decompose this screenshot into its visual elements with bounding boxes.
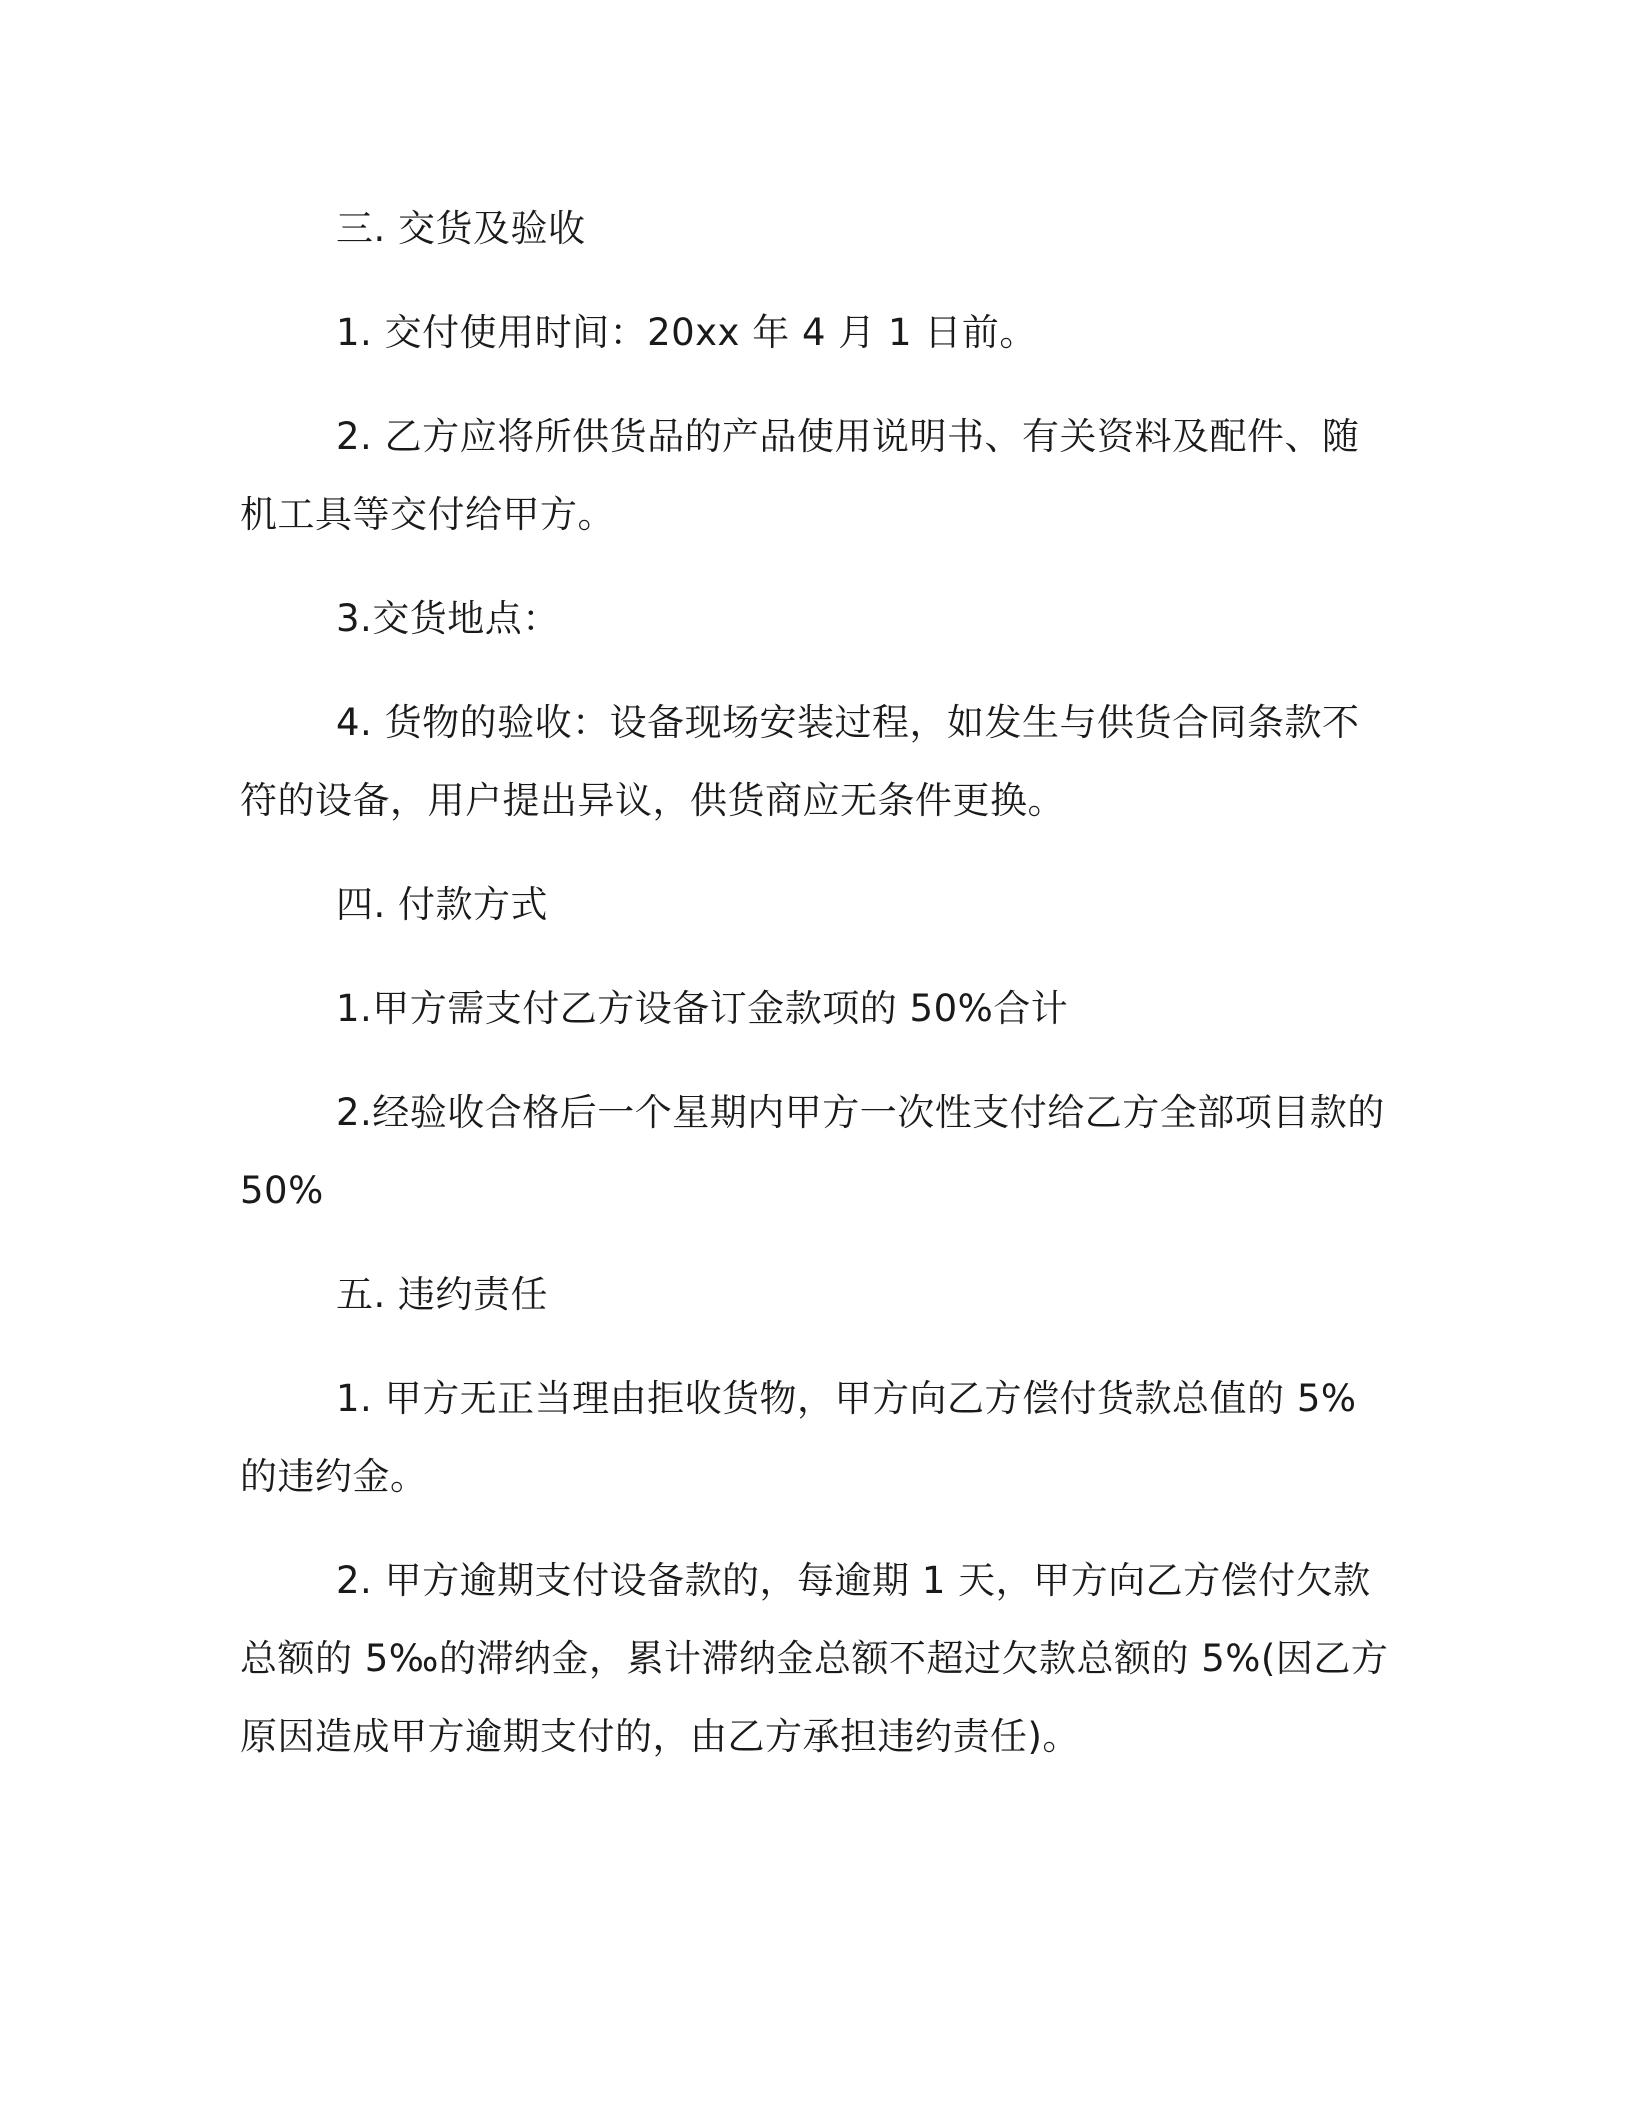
document-body (240, 190, 1390, 1776)
clause-final-payment: 2.经验收合格后一个星期内甲方一次性支付给乙方全部项目款的 50% (240, 1091, 1385, 1212)
section-heading-delivery: 三. 交货及验收 (336, 207, 586, 250)
clause-refusal-penalty: 1. 甲方无正当理由拒收货物，甲方向乙方偿付货款总值的 5%的违约金。 (240, 1377, 1357, 1498)
section-heading-payment: 四. 付款方式 (336, 883, 549, 926)
clause-delivery-location: 3.交货地点： (336, 597, 560, 640)
clause-delivery-time: 1. 交付使用时间：20xx 年 4 月 1 日前。 (336, 311, 1037, 354)
clause-goods-acceptance: 4. 货物的验收：设备现场安装过程，如发生与供货合同条款不符的设备，用户提出异议，供货商应无条件更换。 (240, 701, 1360, 822)
clause-deposit-payment: 1.甲方需支付乙方设备订金款项的 50%合计 (336, 987, 1069, 1030)
clause-delivery-documents: 2. 乙方应将所供货品的产品使用说明书、有关资料及配件、随机工具等交付给甲方。 (240, 415, 1360, 536)
section-heading-liability: 五. 违约责任 (336, 1273, 549, 1316)
clause-late-payment-penalty: 2. 甲方逾期支付设备款的，每逾期 1 天，甲方向乙方偿付欠款总额的 5‰的滞纳金，累计滞纳金总额不超过欠款总额的 5%(因乙方原因造成甲方逾期支付的，由乙方承担违约责任)。 (240, 1559, 1389, 1758)
